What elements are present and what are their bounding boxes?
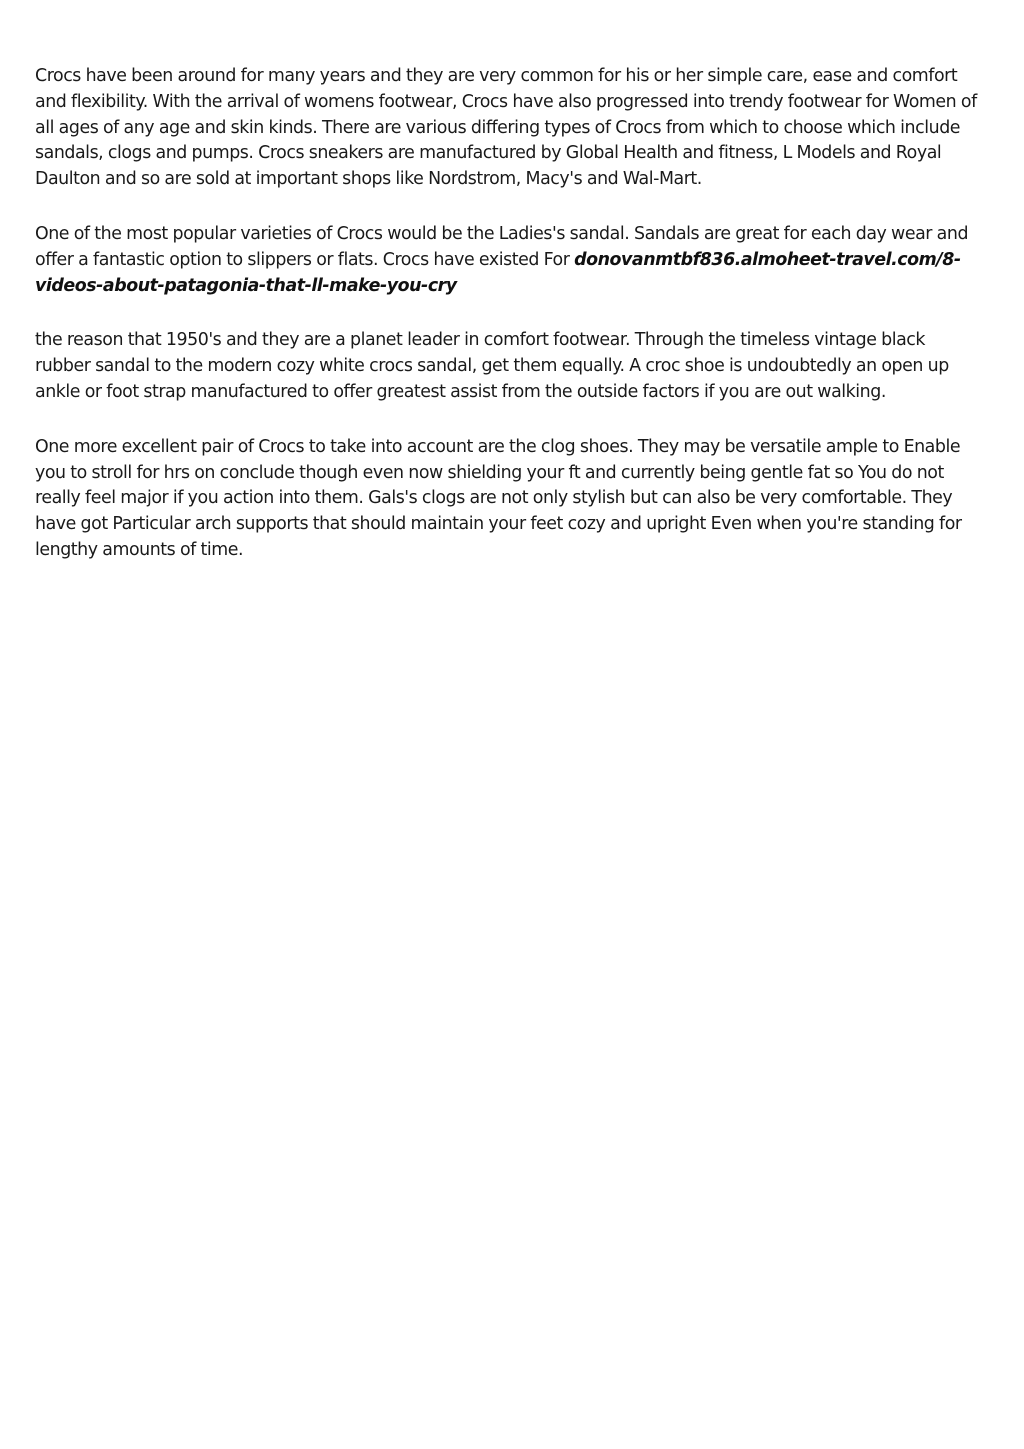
paragraph-intro-text: Crocs have been around for many years and they are very common for his or her simple care, ease and comfort and flexibility. With the arrival of womens footwear, Crocs have also progressed into trendy footwear for Women of all ages of any age and skin kinds. There are various differing types of Crocs from which to choose which include sandals, clogs and pumps. Crocs sneakers are manufactured by Global Health and fitness, L Models and Royal Daulton and so are sold at important shops like Nordstrom, Macy's and Wal-Mart.	[35, 66, 977, 190]
paragraph-sandals-text: One of the most popular varieties of Crocs would be the Ladies's sandal. Sandals are great for each day wear and offer a fantastic option to slippers or flats. Crocs have existed For	[35, 223, 969, 270]
paragraph-clogs	[35, 435, 985, 564]
document-body	[35, 64, 985, 593]
paragraph-history	[35, 328, 985, 405]
paragraph-sandals	[35, 222, 985, 299]
article-link[interactable]: donovanmtbf836.almoheet-travel.com/8-videos-about-patagonia-that-ll-make-you-cry	[35, 249, 961, 296]
paragraph-history-text: the reason that 1950's and they are a planet leader in comfort footwear. Through the timeless vintage black rubber sandal to the modern cozy white crocs sandal, get them equally. A croc shoe is undoubtedly an open up ankle or foot strap manufactured to offer greatest assist from the outside factors if you are out walking.	[35, 330, 949, 402]
paragraph-clogs-text: One more excellent pair of Crocs to take into account are the clog shoes. They may be versatile ample to Enable you to stroll for hrs on conclude though even now shielding your ft and currently being gentle fat so You do not really feel major if you action into them. Gals's clogs are not only stylish but can also be very comfortable. They have got Particular arch supports that should maintain your feet cozy and upright Even when you're standing for lengthy amounts of time.	[35, 436, 962, 560]
paragraph-intro	[35, 64, 985, 193]
